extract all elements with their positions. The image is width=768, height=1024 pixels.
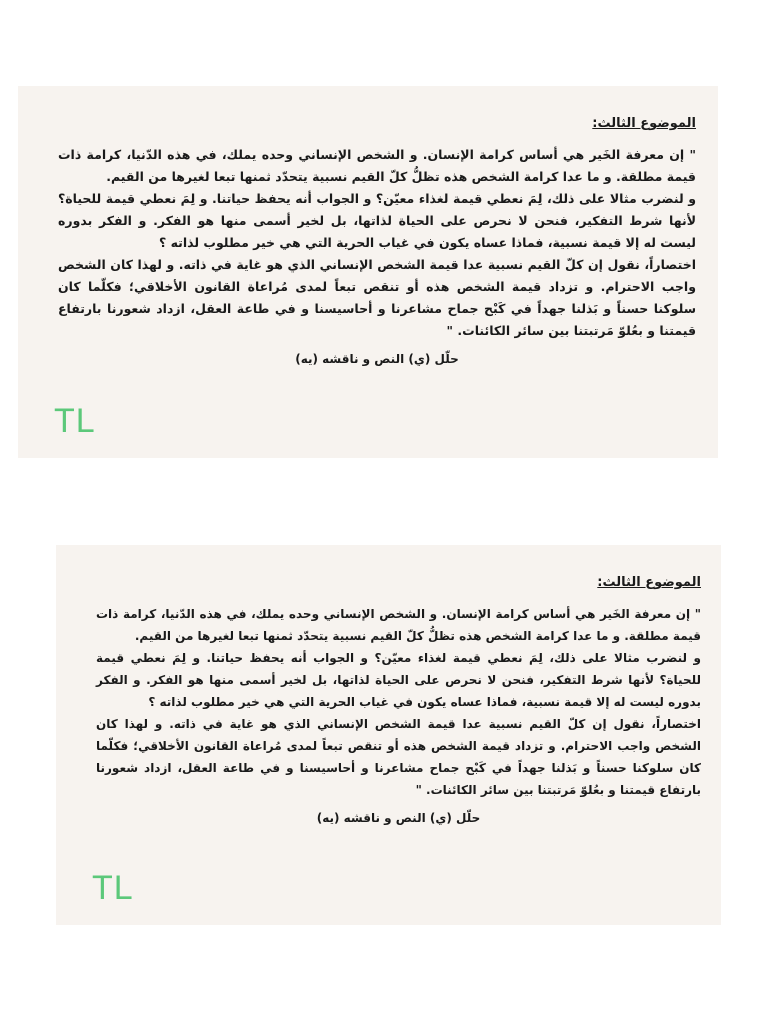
paragraph-2: و لنضرب مثالا على ذلك، لِمَ نعطي قيمة لغذاء معيّن؟ و الجواب أنه يحفظ حياتنا. و لِمَ نعطي قيمة للحياة؟ لأنها شرط التفكير، فنحن لا نحرص على الحياة لذاتها، بل لخير أسمى منها هو الفكر. و الفكر بدوره ليست له إلا قيمة نسبية، فماذا عساه يكون في غياب الحرية التي هي خير مطلوب لذاته ؟ [58, 191, 696, 250]
tl-stamp: TL [54, 402, 96, 440]
paragraph-2: و لنضرب مثالا على ذلك، لِمَ نعطي قيمة لغذاء معيّن؟ و الجواب أنه يحفظ حياتنا. و لِمَ نعطي قيمة للحياة؟ لأنها شرط التفكير، فنحن لا نحرص على الحياة لذاتها، بل لخير أسمى منها هو الفكر. و الفكر بدوره ليست له إلا قيمة نسبية، فماذا عساه يكون في غياب الحرية التي هي خير مطلوب لذاته ؟ [96, 651, 701, 709]
exam-card-top [18, 86, 718, 458]
exam-card-bottom [56, 545, 721, 925]
paragraph-3: اختصاراً، نقول إن كلّ القيم نسبية عدا قيمة الشخص الإنساني الذي هو غاية في ذاته. و لهذا كان الشخص واجب الاحترام. و تزداد قيمة الشخص هذه أو تنقص تبعاً لمدى مُراعاة القانون الأخلاقي؛ فكلّما كان سلوكنا حسناً و بَذلنا جهداً في كَبْح جماح مشاعرنا و أحاسيسنا و في طاعة العقل، ازداد شعورنا بارتفاع قيمتنا و بعُلوّ مَرتبتنا بين سائر الكائنات. " [58, 257, 696, 338]
instruction-text: حلّل (ي) النص و ناقشه (يه) [295, 352, 459, 366]
tl-stamp: TL [92, 869, 134, 907]
paragraph-1: " إن معرفة الخَير هي أساس كرامة الإنسان. و الشخص الإنساني وحده يملك، في هذه الدّنيا، كرامة ذات قيمة مطلقة. و ما عدا كرامة الشخص هذه تظلُّ كلّ القيم نسبية يتحدّد ثمنها تبعا لغيرها من القيم. [58, 147, 696, 184]
paragraph-3: اختصاراً، نقول إن كلّ القيم نسبية عدا قيمة الشخص الإنساني الذي هو غاية في ذاته. و لهذا كان الشخص واجب الاحترام. و تزداد قيمة الشخص هذه أو تنقص تبعاً لمدى مُراعاة القانون الأخلاقي؛ فكلّما كان سلوكنا حسناً و بَذلنا جهداً في كَبْح جماح مشاعرنا و أحاسيسنا و في طاعة العقل، ازداد شعورنا بارتفاع قيمتنا و بعُلوّ مَرتبتنا بين سائر الكائنات. " [96, 717, 701, 797]
instruction-text: حلّل (ي) النص و ناقشه (يه) [316, 811, 481, 825]
topic-heading: الموضوع الثالث: [592, 116, 696, 131]
paragraph-1: " إن معرفة الخَير هي أساس كرامة الإنسان. و الشخص الإنساني وحده يملك، في هذه الدّنيا، كرامة ذات قيمة مطلقة. و ما عدا كرامة الشخص هذه تظلُّ كلّ القيم نسبية يتحدّد ثمنها تبعا لغيرها من القيم. [96, 607, 701, 643]
topic-heading: الموضوع الثالث: [597, 575, 701, 590]
